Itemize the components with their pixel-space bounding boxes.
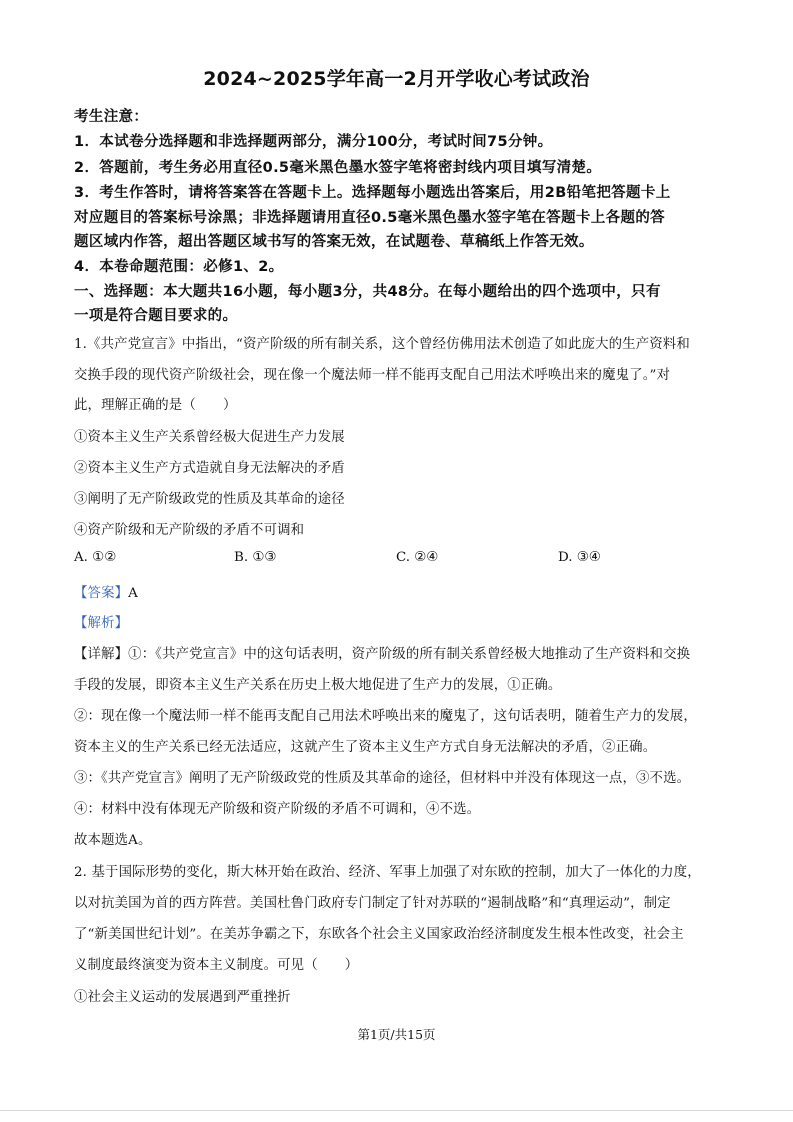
q1-stem-line: 交换手段的现代资产阶级社会，现在像一个魔法师一样不能再支配自己用法术呼唤出来的魔鬼了。”对: [74, 368, 671, 383]
section-heading: 一、选择题：本大题共16小题，每小题3分，共48分。在每小题给出的四个选项中，只有: [74, 284, 661, 300]
notice-line: 对应题目的答案标号涂黑；非选择题请用直径0.5毫米黑色墨水签字笔在答题卡上各题的答: [74, 210, 666, 226]
q1-stem-line: 此，理解正确的是（ ）: [74, 398, 237, 413]
q2-stem-line: 义制度最终演变为资本主义制度。可见（ ）: [74, 958, 359, 973]
q1-detail-line: 资本主义的生产关系已经无法适应，这就产生了资本主义生产方式自身无法解决的矛盾，②正确。: [74, 740, 657, 755]
answer-tag: 【答案】: [74, 586, 129, 601]
q1-conclusion: 故本题选A。: [74, 833, 152, 848]
q1-option-d: D. ③④: [558, 550, 601, 565]
q2-statement: ①社会主义运动的发展遇到严重挫折: [74, 990, 291, 1005]
q1-statement: ③阐明了无产阶级政党的性质及其革命的途径: [74, 492, 345, 507]
q1-stem-line: 1.《共产党宣言》中指出，“资产阶级的所有制关系，这个曾经仿佛用法术创造了如此庞大的生产资料和: [74, 337, 690, 352]
q1-statement: ②资本主义生产方式造就自身无法解决的矛盾: [74, 461, 345, 476]
page-title: 2024~2025学年高一2月开学收心考试政治: [203, 68, 590, 90]
notice-line: 4．本卷命题范围：必修1、2。: [74, 259, 284, 275]
q1-detail-line: ④：材料中没有体现无产阶级和资产阶级的矛盾不可调和，④不选。: [74, 802, 481, 817]
section-heading: 一项是符合题目要求的。: [74, 308, 238, 324]
q1-option-c: C. ②④: [396, 550, 439, 565]
q1-answer: [74, 582, 138, 601]
notice-line: 题区域内作答，超出答题区域书写的答案无效，在试题卷、草稿纸上作答无效。: [74, 234, 594, 250]
notice-line: 1．本试卷分选择题和非选择题两部分，满分100分，考试时间75分钟。: [74, 134, 553, 150]
q1-option-a: A. ①②: [74, 550, 117, 565]
q1-detail-line: ③：《共产党宣言》阐明了无产阶级政党的性质及其革命的途径，但材料中并没有体现这一点，③不选。: [74, 771, 691, 786]
q1-statement: ①资本主义生产关系曾经极大促进生产力发展: [74, 430, 345, 445]
page-number: 第1页/共15页: [357, 1027, 436, 1042]
q1-detail-line: 手段的发展，即资本主义生产关系在历史上极大地促进了生产力的发展，①正确。: [74, 678, 562, 693]
detail-tag: 【详解】: [74, 647, 129, 662]
detail-text: ①：《共产党宣言》中的这句话表明，资产阶级的所有制关系曾经极大地推动了生产资料和交换: [128, 647, 691, 662]
notice-heading: 考生注意：: [74, 109, 149, 125]
q1-statement: ④资产阶级和无产阶级的矛盾不可调和: [74, 523, 305, 538]
notice-line: 2．答题前，考生务必用直径0.5毫米黑色墨水签字笔将密封线内项目填写清楚。: [74, 160, 602, 176]
q1-analysis-tag: [74, 612, 128, 631]
q2-stem-line: 了“新美国世纪计划”。在美苏争霸之下，东欧各个社会主义国家政治经济制度发生根本性改变，社会主: [74, 927, 684, 942]
q1-detail-line: [74, 643, 690, 662]
q2-stem-line: 2. 基于国际形势的变化，斯大林开始在政治、经济、军事上加强了对东欧的控制，加大了一体化的力度，: [74, 865, 701, 880]
page-bottom-divider: [0, 1110, 793, 1111]
q2-stem-line: 以对抗美国为首的西方阵营。美国杜鲁门政府专门制定了针对苏联的“遏制战略”和“真理运动”，制定: [74, 896, 671, 911]
answer-value: A: [128, 586, 138, 601]
q1-option-b: B. ①③: [234, 550, 277, 565]
q1-detail-line: ②：现在像一个魔法师一样不能再支配自己用法术呼唤出来的魔鬼了，这句话表明，随着生产力的发展，: [74, 709, 697, 724]
notice-line: 3．考生作答时，请将答案答在答题卡上。选择题每小题选出答案后，用2B铅笔把答题卡上: [74, 185, 671, 201]
analysis-tag: 【解析】: [74, 616, 129, 631]
